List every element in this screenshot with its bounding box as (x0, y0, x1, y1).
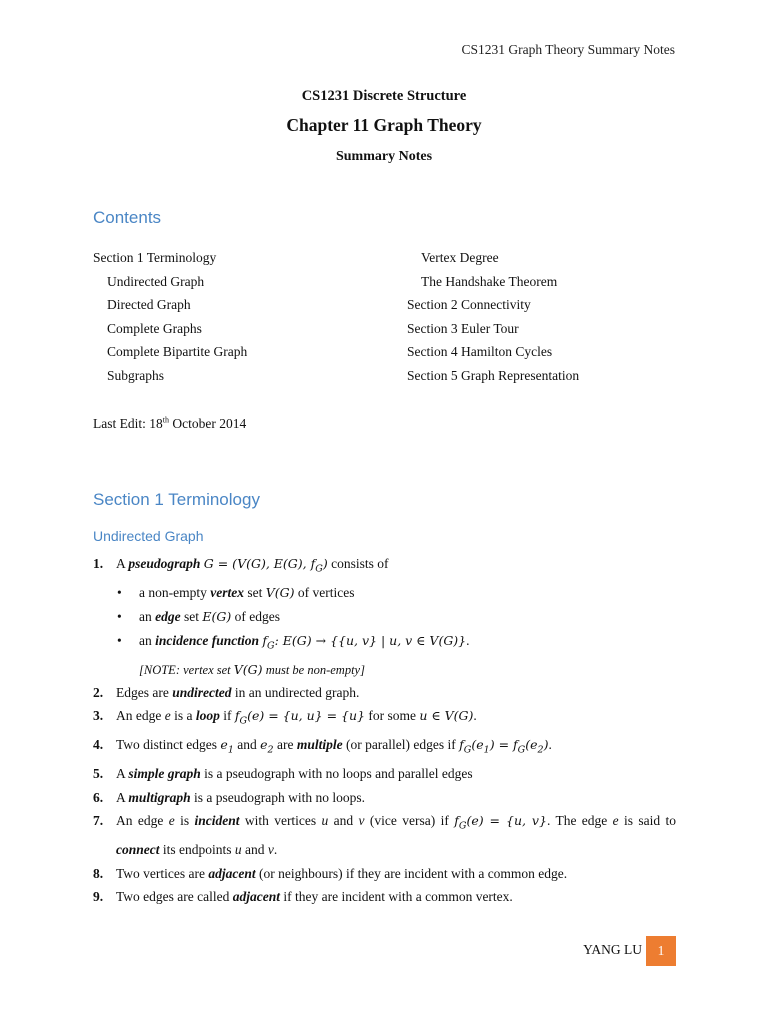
defined-term: vertex (210, 585, 244, 601)
toc-entry[interactable]: Complete Bipartite Graph (107, 344, 248, 360)
undirected-graph-subheading: Undirected Graph (93, 528, 204, 544)
text-run: and (328, 813, 359, 829)
math-expression: e (260, 737, 268, 753)
toc-left-column (93, 246, 247, 388)
toc-entry[interactable]: Complete Graphs (107, 320, 202, 336)
text-run: (vice versa) if (364, 813, 455, 829)
toc-entry[interactable]: The Handshake Theorem (421, 273, 558, 289)
math-expression: 1 (483, 744, 490, 756)
defined-term: undirected (172, 684, 232, 700)
text-run: . The edge (546, 813, 613, 829)
definition-item (93, 809, 676, 862)
running-header: CS1231 Graph Theory Summary Notes (461, 42, 675, 57)
text-run: Edges are (116, 684, 173, 700)
defined-term: multigraph (128, 789, 191, 805)
item-number: 9. (93, 889, 104, 905)
text-run: an (139, 633, 156, 649)
text-run: its endpoints (159, 842, 235, 858)
math-expression: G = (V(G), E(G), f (203, 556, 316, 571)
text-run: . (273, 842, 278, 858)
text-run: set (243, 585, 266, 601)
definition-item (93, 762, 676, 785)
toc-entry[interactable]: Directed Graph (107, 297, 191, 313)
text-run: u (234, 842, 242, 858)
text-run: A (116, 789, 129, 805)
text-run: Two edges are called (116, 889, 233, 905)
text-run: [NOTE: vertex set (139, 662, 234, 677)
text-run: and (233, 737, 261, 753)
text-run: Two distinct edges (116, 737, 221, 753)
text-run: Two vertices are (116, 865, 209, 881)
text-run: are (273, 737, 297, 753)
math-expression: u ∈ V(G) (419, 708, 474, 724)
defined-term: incidence function (155, 633, 259, 649)
text-run: a non-empty (139, 585, 211, 601)
math-expression: 2 (537, 744, 544, 756)
text-run: v (267, 842, 274, 858)
math-expression: G (463, 744, 472, 756)
text-run: e (168, 813, 175, 829)
definition-note (93, 659, 676, 681)
math-expression: G (267, 640, 275, 652)
definition-bullet (93, 629, 676, 659)
toc-entry[interactable]: Section 2 Connectivity (407, 297, 531, 313)
text-run: is a (170, 708, 196, 724)
math-expression: ) = f (489, 737, 518, 753)
definition-item (93, 786, 676, 809)
math-expression: (e) = {u, v} (466, 813, 547, 829)
defined-term: incident (194, 813, 240, 829)
last-edit-ordinal: th (162, 415, 169, 425)
text-run: A (116, 766, 129, 782)
last-edit (93, 416, 246, 432)
text-run: . (466, 633, 470, 649)
text-run: u (321, 813, 329, 829)
last-edit-suffix: October 2014 (168, 416, 247, 431)
toc-entry[interactable]: Vertex Degree (421, 250, 499, 265)
math-expression: (e (525, 737, 538, 753)
text-run: and (241, 842, 268, 858)
text-run: An edge (116, 708, 165, 724)
definition-item (93, 552, 676, 581)
toc-entry[interactable]: Section 5 Graph Representation (407, 367, 580, 383)
definition-list (93, 552, 676, 909)
bullet-icon: • (117, 609, 122, 625)
text-run: in an undirected graph. (231, 684, 360, 700)
document-subtitle: Summary Notes (335, 149, 433, 164)
item-number: 4. (93, 737, 104, 753)
text-run: is a pseudograph with no loops and parallel edges (200, 766, 473, 782)
math-expression: 2 (267, 744, 274, 756)
footer-author: YANG LU (583, 942, 642, 957)
bullet-icon: • (117, 633, 122, 649)
text-run: is a pseudograph with no loops. (190, 789, 366, 805)
math-expression: f (234, 708, 240, 724)
defined-term: multiple (296, 737, 343, 753)
math-expression: ) (322, 556, 328, 571)
course-title: CS1231 Discrete Structure (301, 88, 467, 104)
text-run: e (164, 708, 171, 724)
text-run: (or parallel) edges if (342, 737, 460, 753)
text-run: of vertices (294, 585, 355, 601)
item-number: 8. (93, 865, 104, 881)
math-expression: G (239, 715, 248, 727)
item-number: 6. (93, 789, 104, 805)
definition-item (93, 681, 676, 704)
defined-term: adjacent (232, 889, 280, 905)
item-number: 2. (93, 684, 104, 700)
toc-entry[interactable]: Section 4 Hamilton Cycles (407, 344, 553, 360)
math-expression: V(G) (233, 661, 263, 677)
toc-entry[interactable]: Section 3 Euler Tour (407, 320, 519, 336)
math-expression: E(G) (202, 609, 232, 625)
math-expression: V(G) (265, 585, 295, 601)
defined-term: adjacent (208, 865, 256, 881)
math-expression: 1 (227, 744, 234, 756)
defined-term: simple graph (128, 766, 201, 782)
text-run: . (473, 708, 477, 724)
page-number-badge: 1 (646, 936, 676, 966)
defined-term: connect (116, 842, 160, 858)
chapter-title: Chapter 11 Graph Theory (286, 115, 482, 135)
text-run: with vertices (239, 813, 322, 829)
math-expression: G (458, 820, 467, 832)
item-number: 3. (93, 708, 104, 724)
text-run: (or neighbours) if they are incident with a common edge. (255, 865, 568, 881)
definition-bullet (93, 581, 676, 605)
text-run: . (548, 737, 552, 753)
text-run: must be non-empty] (262, 662, 365, 677)
toc-entry[interactable]: Section 1 Terminology (93, 250, 217, 265)
toc-entry[interactable]: Subgraphs (107, 367, 164, 383)
toc-right-column (407, 246, 579, 388)
math-expression: G (315, 563, 323, 575)
math-expression: (e) = {u, u} = {u} (247, 708, 366, 724)
definition-item (93, 862, 676, 885)
bullet-icon: • (117, 585, 122, 601)
defined-term: loop (195, 708, 220, 724)
text-run: is said to (618, 813, 676, 829)
toc-entry[interactable]: Undirected Graph (107, 273, 205, 289)
contents-heading: Contents (93, 208, 162, 227)
text-run: e (612, 813, 619, 829)
definition-item (93, 733, 676, 762)
text-run: v (358, 813, 365, 829)
math-expression: G (517, 744, 526, 756)
defined-term: pseudograph (128, 556, 201, 571)
math-expression: (e (471, 737, 484, 753)
math-expression: : E(G) → {{u, v} | u, v ∈ V(G)} (274, 633, 467, 649)
text-run: of edges (231, 609, 280, 625)
definition-item (93, 704, 676, 733)
text-run: consists of (327, 556, 389, 571)
math-expression: f (454, 813, 459, 829)
item-number: 5. (93, 766, 104, 782)
math-expression: e (220, 737, 228, 753)
last-edit-prefix: Last Edit: 18 (93, 416, 163, 431)
math-expression: f (459, 737, 464, 753)
defined-term: edge (155, 609, 181, 625)
text-run: an (139, 609, 156, 625)
text-run: An edge (116, 813, 169, 829)
definition-bullet (93, 605, 676, 629)
math-expression: ) (543, 737, 549, 753)
math-expression: f (262, 633, 268, 649)
section1-heading: Section 1 Terminology (93, 490, 260, 509)
text-run: if (219, 708, 235, 724)
text-run: set (180, 609, 203, 625)
text-run: for some (365, 708, 420, 724)
definition-item (93, 885, 676, 908)
item-number: 1. (93, 556, 104, 571)
text-run: A (116, 556, 129, 571)
text-run: is (174, 813, 195, 829)
text-run: if they are incident with a common vertex. (280, 889, 513, 905)
item-number: 7. (93, 813, 104, 829)
